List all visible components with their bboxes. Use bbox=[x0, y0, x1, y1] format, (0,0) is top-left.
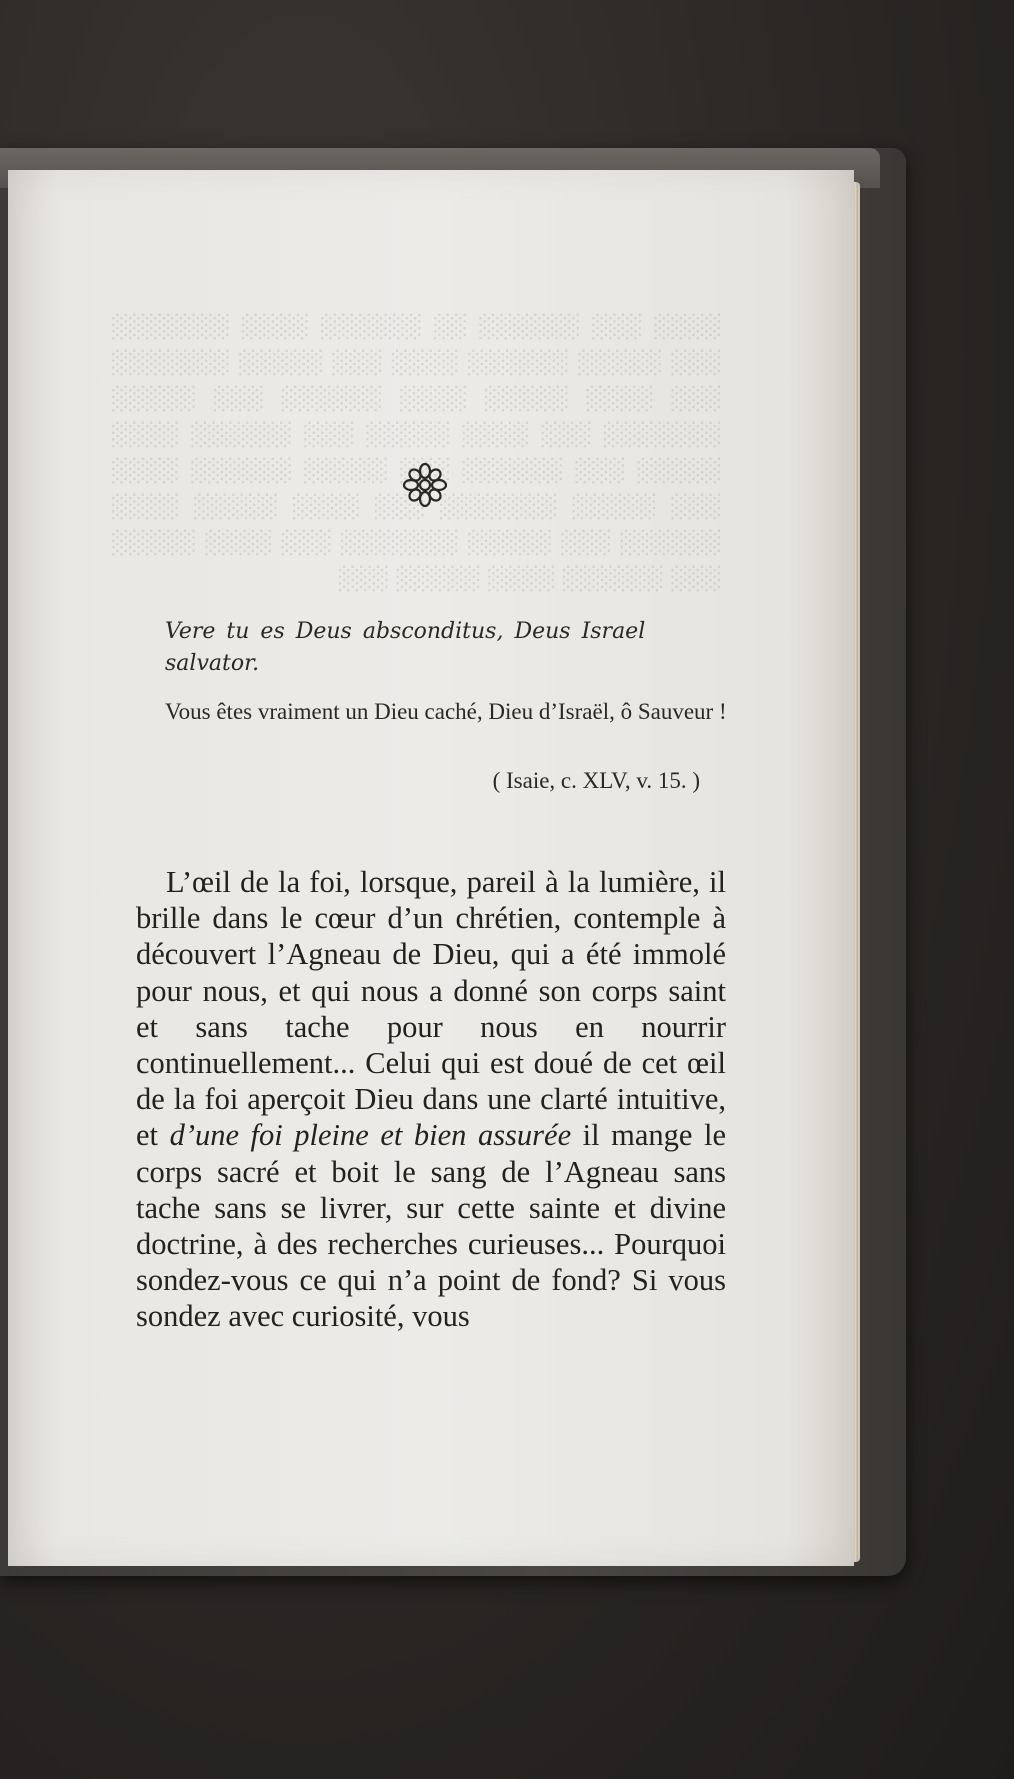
body-text-part-2: il mange le corps sacré et boit le sang de l’Agneau sans tache sans se livrer, sur cette sainte et divine doctrine, à des recherches curieuses... Pourquoi sondez-vous ce qui n’a point de fond? Si vous sondez avec curiosité, vous bbox=[136, 1118, 727, 1334]
bleed-through-texture: ░░░░ ░░░ ░░░░░░ ░░ ░░░░░░ ░░░░ ░░░░░░░ ░░░ ░░░░░ ░░░░░░ ░░░░ ░░░ ░░░░░ ░░░░░░░ ░░░ ░░░░ ░░░░░ ░░░░ ░░░░░░ ░░░ ░░░░░ ░░░░░░░ ░░░ ░░░░ ░░░░░ ░░░ ░░░░░░ ░░░░ ░░░░░ ░░░ ░░░░░░ ░░░ ░░░░░ ░░░░░░ ░░░░ ░░░ ░░░░░ ░░░░░░░ ░░░ ░░░░ ░░░░░ ░░░░ ░░░░░░ ░░░ ░░░░░ ░░░░░░░ ░░░ ░░░░ ░░░░░ ░░░ ░░░░░░ ░░░░ ░░░░░ ░░░ bbox=[110, 315, 720, 592]
epigraph-french: Vous êtes vraiment un Dieu caché, Dieu d’Israël, ô Sauveur ! bbox=[165, 699, 727, 724]
flower-ornament-icon bbox=[402, 462, 448, 508]
epigraph-citation: ( Isaie, c. XLV, v. 15. ) bbox=[492, 768, 700, 793]
epigraph-latin: Vere tu es Deus absconditus, Deus Israel salvator. bbox=[165, 619, 646, 676]
body-text-part-1: L’œil de la foi, lorsque, pareil à la lumière, il brille dans le cœur d’un chrétien, contemple à découvert l’Agneau de Dieu, qui a été immolé pour nous, et qui nous a donné son corps saint et sans tache pour nous en nourrir continuellement... Celui qui est doué de cet œil de la foi aperçoit Dieu dans une clarté intuitive, et bbox=[136, 865, 726, 1153]
body-emphasis: d’une foi pleine et bien assurée bbox=[169, 1118, 572, 1153]
body-paragraph bbox=[136, 864, 726, 1335]
